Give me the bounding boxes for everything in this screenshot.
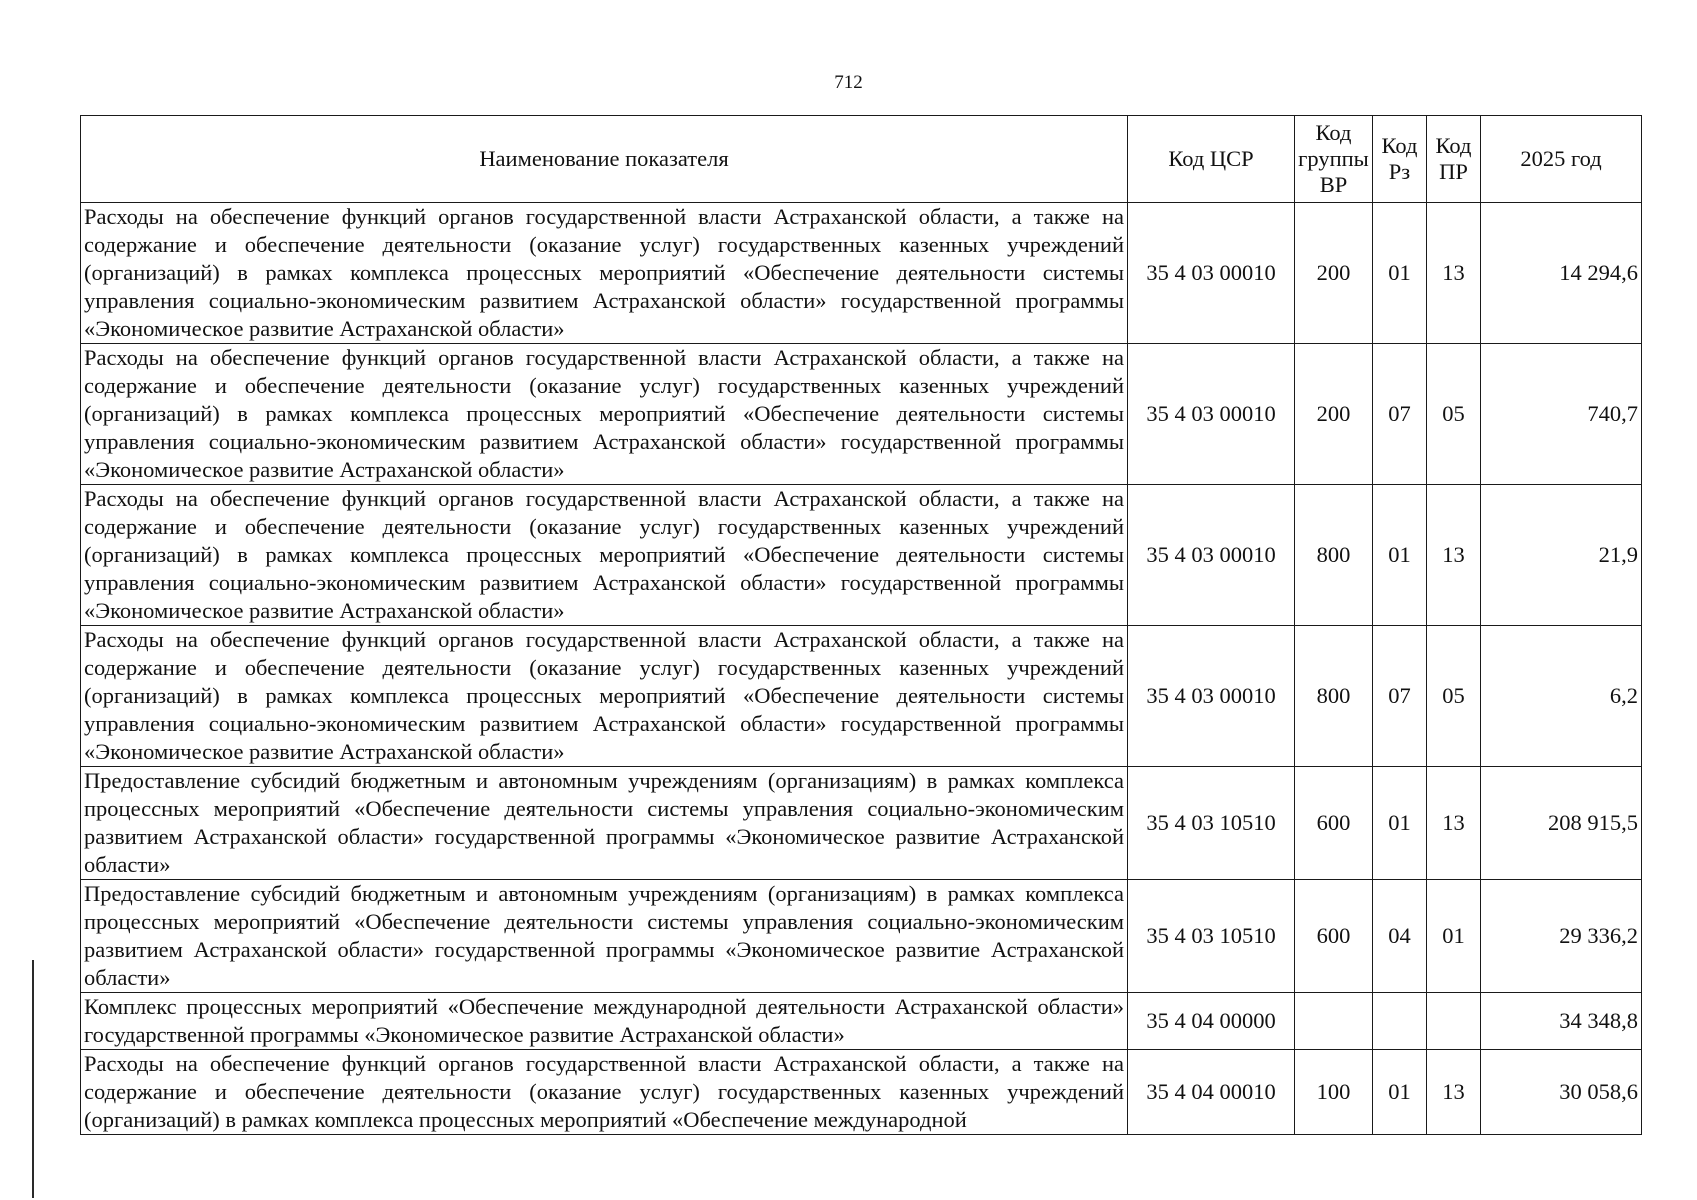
header-rz-code: Код Рз xyxy=(1373,116,1427,203)
row-vr-code: 600 xyxy=(1295,880,1373,993)
row-amount: 6,2 xyxy=(1481,626,1642,767)
row-csr-code: 35 4 03 00010 xyxy=(1128,626,1295,767)
row-vr-code: 200 xyxy=(1295,203,1373,344)
row-vr-code: 100 xyxy=(1295,1050,1373,1135)
row-name: Расходы на обеспечение функций органов государственной власти Астраханской области, а также на содержание и обеспечение деятельности (оказание услуг) государственных казенных учреждений (организаций) в рамках комплекса процессных мероприятий «Обеспечение деятельности системы управления социально-экономическим развитием Астраханской области» государственной программы «Экономическое развитие Астраханской области» xyxy=(81,626,1128,767)
row-vr-code: 800 xyxy=(1295,626,1373,767)
header-year-2025: 2025 год xyxy=(1481,116,1642,203)
row-rz-code: 07 xyxy=(1373,344,1427,485)
row-pr-code: 13 xyxy=(1427,485,1481,626)
row-name: Расходы на обеспечение функций органов государственной власти Астраханской области, а также на содержание и обеспечение деятельности (оказание услуг) государственных казенных учреждений (организаций) в рамках комплекса процессных мероприятий «Обеспечение деятельности системы управления социально-экономическим развитием Астраханской области» государственной программы «Экономическое развитие Астраханской области» xyxy=(81,203,1128,344)
budget-table xyxy=(80,115,1642,1135)
row-csr-code: 35 4 03 10510 xyxy=(1128,880,1295,993)
row-csr-code: 35 4 03 10510 xyxy=(1128,767,1295,880)
row-pr-code: 05 xyxy=(1427,626,1481,767)
row-rz-code: 01 xyxy=(1373,1050,1427,1135)
row-csr-code: 35 4 03 00010 xyxy=(1128,344,1295,485)
row-csr-code: 35 4 04 00000 xyxy=(1128,993,1295,1050)
table-row xyxy=(81,993,1642,1050)
row-amount: 14 294,6 xyxy=(1481,203,1642,344)
row-name-cell xyxy=(81,1050,1128,1135)
row-name: Расходы на обеспечение функций органов государственной власти Астраханской области, а также на содержание и обеспечение деятельности (оказание услуг) государственных казенных учреждений (организаций) в рамках комплекса процессных мероприятий «Обеспечение международной xyxy=(84,1051,1124,1132)
header-vr-group-code: Код группы ВР xyxy=(1295,116,1373,203)
row-csr-code: 35 4 03 00010 xyxy=(1128,203,1295,344)
row-name: Расходы на обеспечение функций органов государственной власти Астраханской области, а также на содержание и обеспечение деятельности (оказание услуг) государственных казенных учреждений (организаций) в рамках комплекса процессных мероприятий «Обеспечение деятельности системы управления социально-экономическим развитием Астраханской области» государственной программы «Экономическое развитие Астраханской области» xyxy=(81,485,1128,626)
table-row xyxy=(81,344,1642,485)
row-vr-code: 200 xyxy=(1295,344,1373,485)
row-amount: 740,7 xyxy=(1481,344,1642,485)
row-rz-code: 01 xyxy=(1373,767,1427,880)
row-name: Расходы на обеспечение функций органов государственной власти Астраханской области, а также на содержание и обеспечение деятельности (оказание услуг) государственных казенных учреждений (организаций) в рамках комплекса процессных мероприятий «Обеспечение деятельности системы управления социально-экономическим развитием Астраханской области» государственной программы «Экономическое развитие Астраханской области» xyxy=(81,344,1128,485)
row-rz-code: 07 xyxy=(1373,626,1427,767)
row-name: Предоставление субсидий бюджетным и автономным учреждениям (организациям) в рамках комплекса процессных мероприятий «Обеспечение деятельности системы управления социально-экономическим развитием Астраханской области» государственной программы «Экономическое развитие Астраханской области» xyxy=(81,880,1128,993)
table-header xyxy=(81,116,1642,203)
header-pr-code: Код ПР xyxy=(1427,116,1481,203)
table-row xyxy=(81,626,1642,767)
row-rz-code: 04 xyxy=(1373,880,1427,993)
table-row xyxy=(81,485,1642,626)
scan-margin-line xyxy=(32,960,34,1198)
header-row xyxy=(81,116,1642,203)
row-amount: 29 336,2 xyxy=(1481,880,1642,993)
row-csr-code: 35 4 03 00010 xyxy=(1128,485,1295,626)
table-row xyxy=(81,880,1642,993)
row-pr-code: 13 xyxy=(1427,203,1481,344)
row-pr-code: 01 xyxy=(1427,880,1481,993)
row-pr-code xyxy=(1427,993,1481,1050)
row-amount: 21,9 xyxy=(1481,485,1642,626)
header-csr-code: Код ЦСР xyxy=(1128,116,1295,203)
page-number: 712 xyxy=(834,72,863,93)
row-vr-code: 800 xyxy=(1295,485,1373,626)
row-vr-code: 600 xyxy=(1295,767,1373,880)
table-body xyxy=(81,203,1642,1135)
header-name: Наименование показателя xyxy=(81,116,1128,203)
row-amount: 208 915,5 xyxy=(1481,767,1642,880)
table-row xyxy=(81,203,1642,344)
row-name: Комплекс процессных мероприятий «Обеспечение международной деятельности Астраханской области» государственной программы «Экономическое развитие Астраханской области» xyxy=(81,993,1128,1050)
row-vr-code xyxy=(1295,993,1373,1050)
row-rz-code: 01 xyxy=(1373,203,1427,344)
row-pr-code: 05 xyxy=(1427,344,1481,485)
row-amount: 34 348,8 xyxy=(1481,993,1642,1050)
row-amount: 30 058,6 xyxy=(1481,1050,1642,1135)
row-rz-code xyxy=(1373,993,1427,1050)
row-csr-code: 35 4 04 00010 xyxy=(1128,1050,1295,1135)
table-row xyxy=(81,1050,1642,1135)
table-row xyxy=(81,767,1642,880)
row-rz-code: 01 xyxy=(1373,485,1427,626)
row-pr-code: 13 xyxy=(1427,767,1481,880)
row-name: Предоставление субсидий бюджетным и автономным учреждениям (организациям) в рамках комплекса процессных мероприятий «Обеспечение деятельности системы управления социально-экономическим развитием Астраханской области» государственной программы «Экономическое развитие Астраханской области» xyxy=(81,767,1128,880)
row-pr-code: 13 xyxy=(1427,1050,1481,1135)
